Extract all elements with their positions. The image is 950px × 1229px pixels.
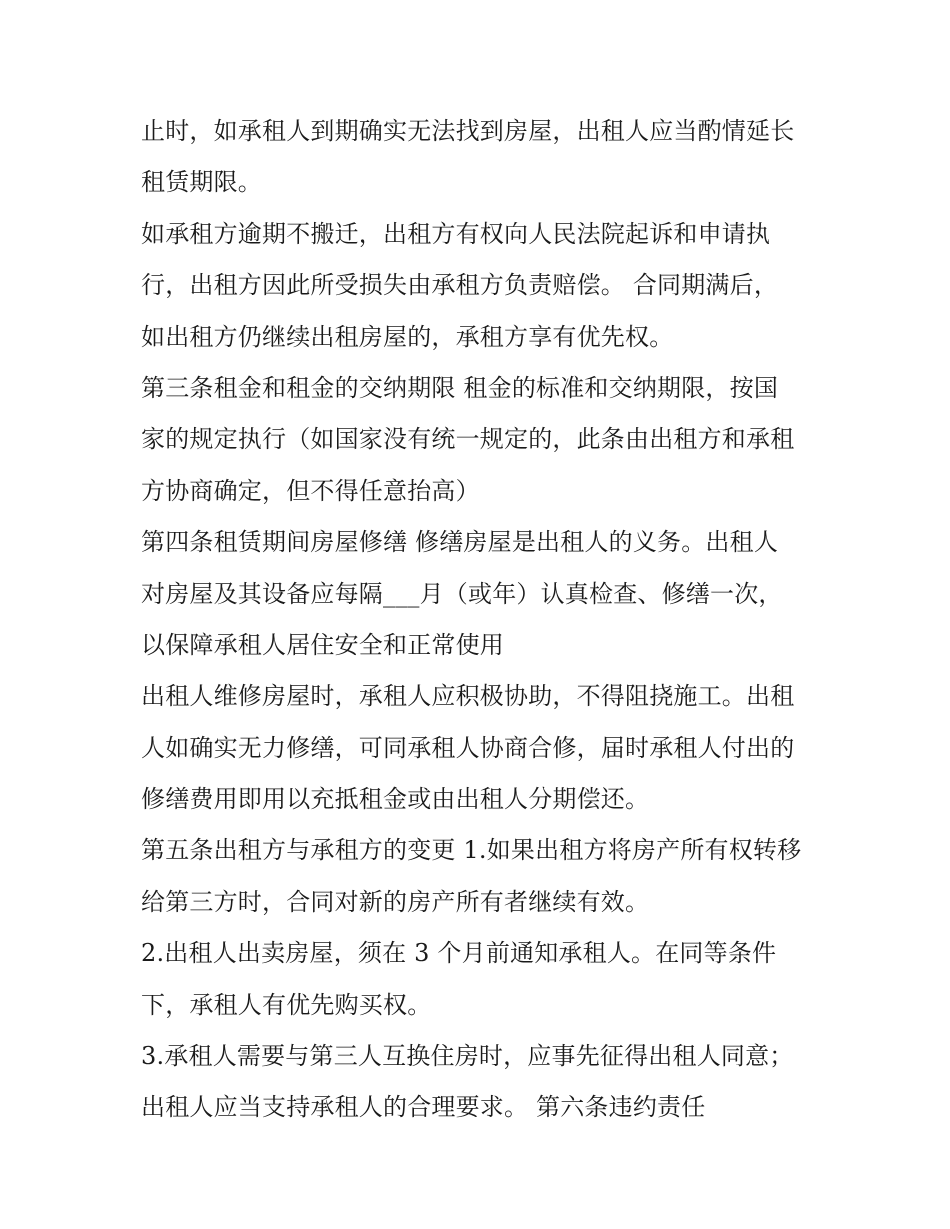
text-line: 人如确实无力修缮，可同承租人协商合修，届时承租人付出的	[141, 733, 795, 762]
text-line: 止时，如承租人到期确实无法找到房屋，出租人应当酌情延长	[141, 117, 795, 145]
text-line: 行，出租方因此所受损失由承租方负责赔偿。 合同期满后，	[141, 271, 779, 300]
text-line: 租赁期限。	[141, 168, 262, 197]
text-line: 家的规定执行（如国家没有统一规定的，此条由出租方和承租	[141, 425, 795, 454]
text-line: 方协商确定，但不得任意抬高）	[141, 476, 480, 505]
text-line: 给第三方时，合同对新的房产所有者继续有效。	[141, 887, 650, 916]
text-line: 出租人维修房屋时，承租人应积极协助，不得阻挠施工。出租	[141, 682, 795, 711]
text-line: 第五条出租方与承租方的变更 1.如果出租方将房产所有权转移	[141, 836, 802, 865]
text-line: 出租人应当支持承租人的合理要求。 第六条违约责任	[141, 1093, 706, 1122]
text-line: 如出租方仍继续出租房屋的，承租方享有优先权。	[141, 322, 674, 351]
text-line: 3.承租人需要与第三人互换住房时，应事先征得出租人同意；	[141, 1042, 794, 1071]
text-line: 2.出租人出卖房屋，须在 3 个月前通知承租人。在同等条件	[141, 939, 777, 968]
text-line: 以保障承租人居住安全和正常使用	[141, 630, 504, 659]
text-line: 第三条租金和租金的交纳期限 租金的标准和交纳期限，按国	[141, 373, 779, 402]
text-line: 下，承租人有优先购买权。	[141, 990, 432, 1019]
text-line: 对房屋及其设备应每隔___月（或年）认真检查、修缮一次，	[141, 579, 783, 608]
contract-text-body	[141, 106, 821, 1134]
text-line: 修缮费用即用以充抵租金或由出租人分期偿还。	[141, 785, 650, 814]
text-line: 第四条租赁期间房屋修缮 修缮房屋是出租人的义务。出租人	[141, 528, 779, 557]
text-line: 如承租方逾期不搬迁，出租方有权向人民法院起诉和申请执	[141, 219, 771, 248]
